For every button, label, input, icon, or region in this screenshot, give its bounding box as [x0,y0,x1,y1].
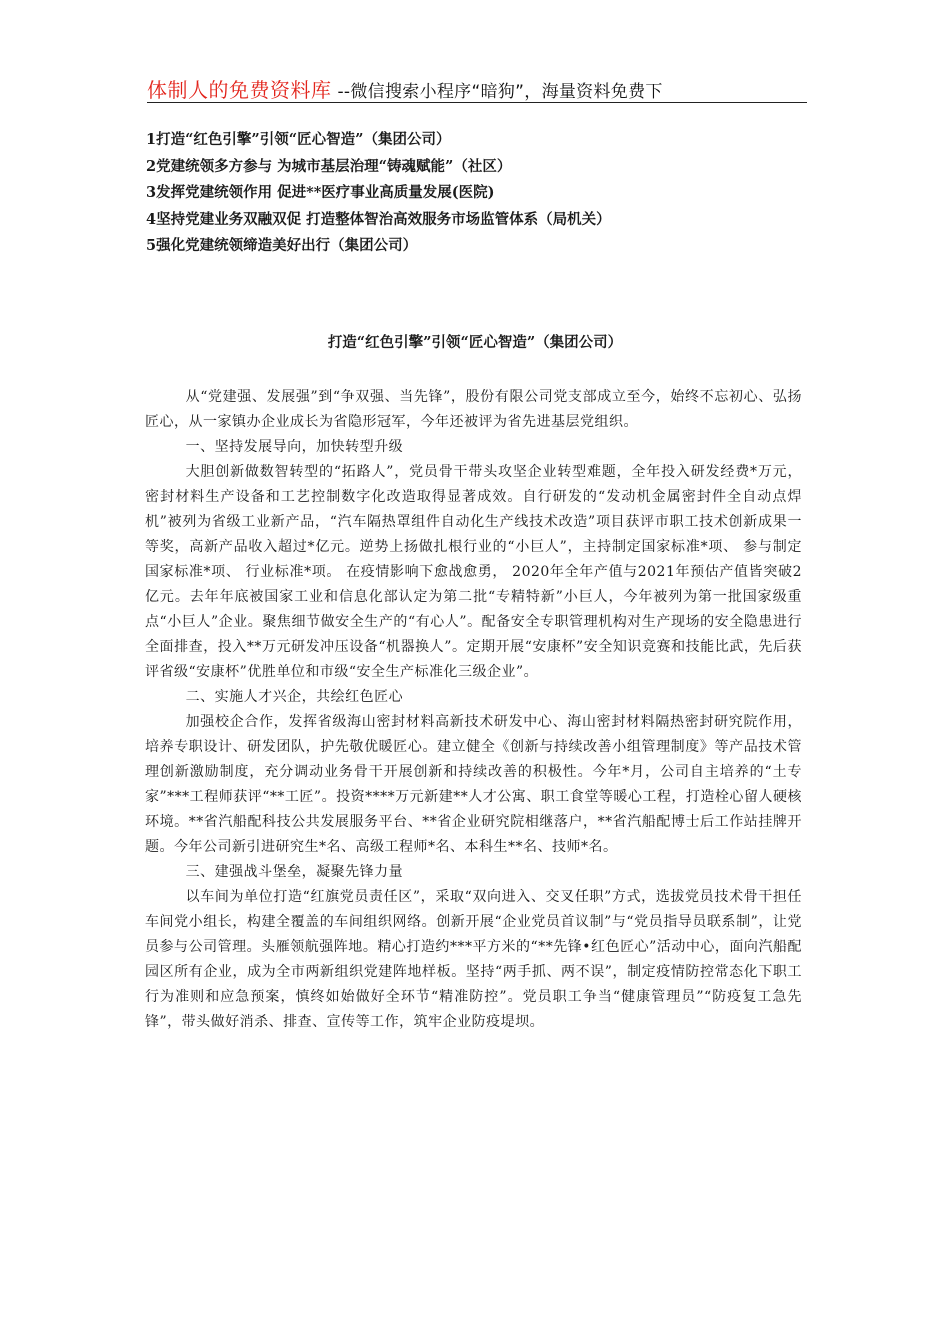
toc-item: 5强化党建统领缔造美好出行（集团公司） [146,237,418,254]
table-of-contents [146,127,826,260]
page-header [147,74,807,103]
toc-item: 4坚持党建业务双融双促 打造整体智治高效服务市场监管体系（局机关） [146,210,611,228]
article-title: 打造“红色引擎”引领“匠心智造”（集团公司） [327,334,623,351]
toc-item: 1打造“红色引擎”引领“匠心智造”（集团公司） [146,131,451,148]
intro-paragraph: 从“党建强、发展强”到“争双强、当先锋”，股份有限公司党支部成立至今，始终不忘初心、弘扬匠心，从一家镇办企业成长为省隐形冠军，今年还被评为省先进基层党组织。 [145,389,802,430]
section-heading: 三、建强战斗堡垒，凝聚先锋力量 [185,864,404,880]
header-tagline: --微信搜索小程序“暗狗”，海量资料免费下 [337,82,663,102]
section-heading: 一、坚持发展导向，加快转型升级 [185,439,404,455]
section-paragraph: 加强校企合作，发挥省级海山密封材料高新技术研发中心、海山密封材料隔热密封研究院作用，培养专职设计、研发团队，护先敬优暖匠心。建立健全《创新与持续改善小组管理制度》等产品技术管理创新激励制度，充分调动业务骨干开展创新和持续改善的积极性。今年*月，公司自主培养的“土专家”***工程师获评“**工匠”。投资****万元新建**人才公寓、职工食堂等暖心工程，打造栓心留人硬核环境。**省汽船配科技公共发展服务平台、**省企业研究院相继落户，**省汽船配博士后工作站挂牌开题。今年公司新引进研究生*名、高级工程师*名、本科生**名、技师*名。 [145,714,802,855]
toc-item: 3发挥党建统领作用 促进**医疗事业高质量发展(医院) [146,184,495,201]
article-body [145,385,802,1035]
toc-item: 2党建统领多方参与 为城市基层治理“铸魂赋能”（社区） [146,157,512,175]
section-paragraph: 大胆创新做数智转型的“拓路人”，党员骨干带头攻坚企业转型难题，全年投入研发经费*万元，密封材料生产设备和工艺控制数字化改造取得显著成效。自行研发的“发动机金属密封件全自动点焊机”被列为省级工业新产品，“汽车隔热罩组件自动化生产线技术改造”项目获评市职工技术创新成果一等奖，高新产品收入超过*亿元。逆势上扬做扎根行业的“小巨人”，主持制定国家标准*项、 参与制定国家标准*项、 行业标准*项。 在疫情影响下愈战愈勇， 2020年全年产值与2021年预估产值皆突破2亿元。去年年底被国家工业和信息化部认定为第二批“专精特新”小巨人，今年被列为第一批国家级重点“小巨人”企业。聚焦细节做安全生产的“有心人”。配备安全专职管理机构对生产现场的安全隐患进行全面排查，投入**万元研发冲压设备“机器换人”。定期开展“安康杯”安全知识竞赛和技能比武，先后获评省级“安康杯”优胜单位和市级“安全生产标准化三级企业”。 [145,464,802,680]
section-heading: 二、实施人才兴企，共绘红色匠心 [185,689,404,705]
header-brand: 体制人的免费资料库 [147,78,332,102]
section-paragraph: 以车间为单位打造“红旗党员责任区”，采取“双向进入、交叉任职”方式，选拔党员技术骨干担任车间党小组长，构建全覆盖的车间组织网络。创新开展“企业党员首议制”与“党员指导员联系制”，让党员参与公司管理。头雁领航强阵地。精心打造约***平方米的“**先锋•红色匠心”活动中心，面向汽船配园区所有企业，成为全市两新组织党建阵地样板。坚持“两手抓、两不误”，制定疫情防控常态化下职工行为准则和应急预案，慎终如始做好全环节“精准防控”。党员职工争当“健康管理员”“防疫复工急先锋”，带头做好消杀、排查、宣传等工作，筑牢企业防疫堤坝。 [145,889,802,1030]
